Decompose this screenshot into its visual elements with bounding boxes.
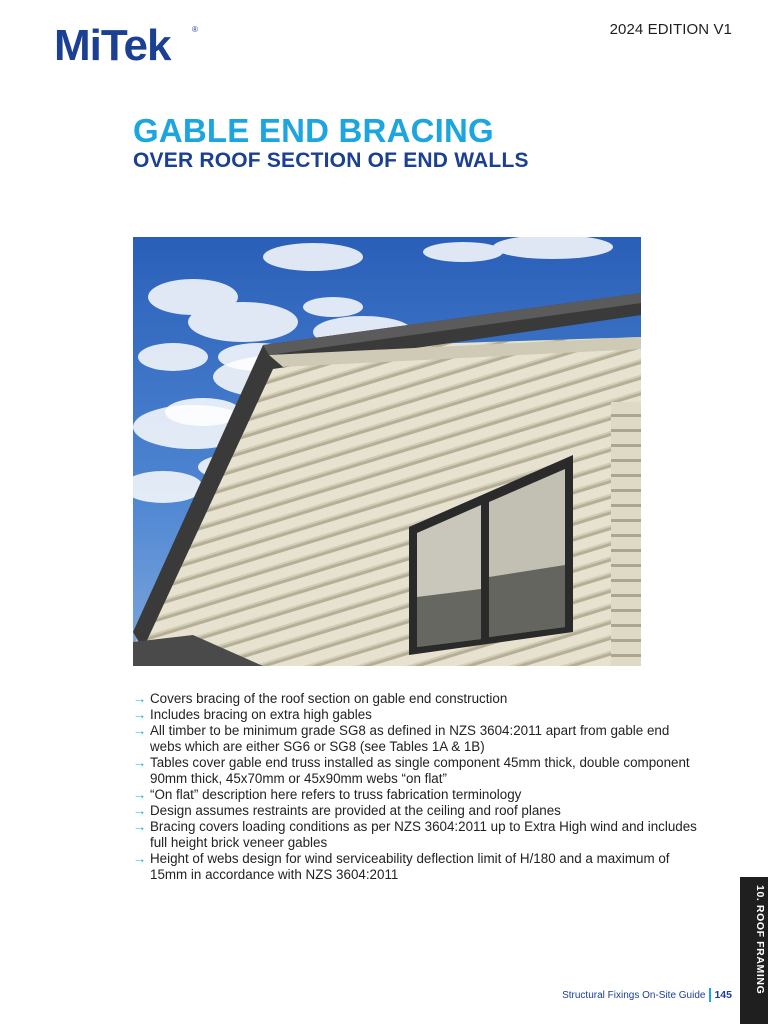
list-item — [133, 691, 703, 707]
arrow-right-icon: → — [133, 787, 147, 802]
mitek-logo — [54, 22, 204, 66]
bullet-text: Design assumes restraints are provided at the ceiling and roof planes — [150, 803, 561, 818]
page-subtitle: OVER ROOF SECTION OF END WALLS — [133, 149, 529, 172]
arrow-right-icon: → — [133, 819, 147, 834]
arrow-right-icon: → — [133, 691, 147, 706]
list-item — [133, 803, 703, 819]
logo-text: MiTek — [54, 22, 171, 66]
arrow-right-icon: → — [133, 851, 147, 866]
bullet-text: Bracing covers loading conditions as per NZS 3604:2011 up to Extra High wind and includes full height brick veneer gables — [150, 819, 697, 850]
arrow-right-icon: → — [133, 707, 147, 722]
page-title: GABLE END BRACING — [133, 112, 494, 149]
bullet-text: Covers bracing of the roof section on gable end construction — [150, 691, 508, 706]
list-item — [133, 851, 703, 883]
list-item — [133, 787, 703, 803]
bullet-list — [133, 691, 703, 883]
section-tab-label: 10. ROOF FRAMING — [754, 885, 766, 995]
page-footer — [562, 988, 732, 1002]
edition-label: 2024 EDITION V1 — [609, 21, 732, 38]
bullet-text: Height of webs design for wind serviceability deflection limit of H/180 and a maximum of 15mm in accordance with NZS 3604:2011 — [150, 851, 670, 882]
gable-end-photo — [133, 237, 641, 666]
list-item — [133, 707, 703, 723]
arrow-right-icon: → — [133, 723, 147, 738]
section-side-tab — [740, 877, 768, 1024]
arrow-right-icon: → — [133, 755, 147, 770]
bullet-text: Tables cover gable end truss installed as single component 45mm thick, double component 90mm thick, 45x70mm or 45x90mm webs “on flat” — [150, 755, 690, 786]
bullet-text: Includes bracing on extra high gables — [150, 707, 372, 722]
guide-name: Structural Fixings On-Site Guide — [562, 989, 706, 1001]
list-item — [133, 819, 703, 851]
logo-registered-mark: ® — [192, 25, 198, 34]
arrow-right-icon: → — [133, 803, 147, 818]
list-item — [133, 755, 703, 787]
bullet-text: “On flat” description here refers to truss fabrication terminology — [150, 787, 522, 802]
bullet-text: All timber to be minimum grade SG8 as defined in NZS 3604:2011 apart from gable end webs which are either SG6 or SG8 (see Tables 1A & 1B) — [150, 723, 670, 754]
page-number: 145 — [714, 989, 732, 1001]
list-item — [133, 723, 703, 755]
footer-divider — [709, 988, 711, 1002]
